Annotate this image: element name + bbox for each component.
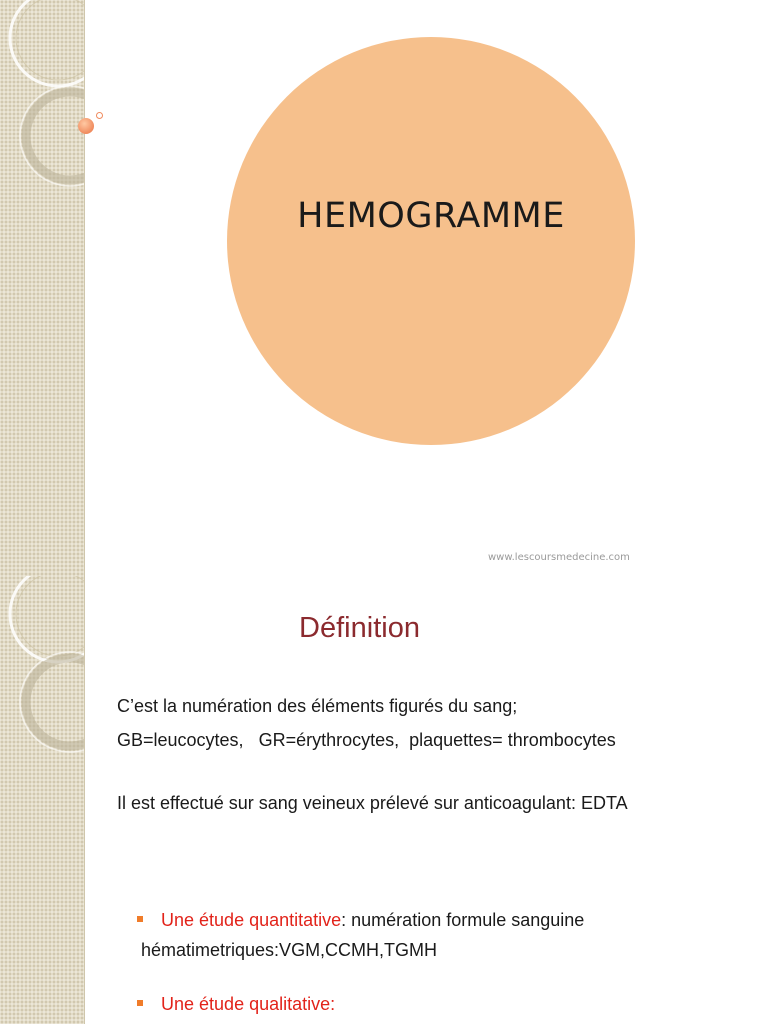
- accent-dot-small: [96, 112, 103, 119]
- title-circle: [227, 37, 635, 445]
- list-item: [117, 973, 335, 1024]
- definition-line: Il est effectué sur sang veineux prélevé sur anticoagulant: EDTA: [117, 793, 628, 813]
- decorative-side-band: [0, 576, 84, 1024]
- decorative-rings: [0, 576, 84, 1024]
- section-heading: [95, 612, 768, 645]
- slide-title: HEMOGRAMME: [297, 196, 565, 236]
- list-item-highlight: Une étude qualitative:: [161, 994, 336, 1014]
- sub-line: hématimetriques:VGM,CCMH,TGMH: [141, 940, 438, 960]
- decorative-side-band: [0, 0, 84, 576]
- band-divider: [84, 576, 85, 1024]
- accent-dot: [78, 118, 94, 134]
- definition-line: C’est la numération des éléments figurés du sang;: [117, 696, 518, 716]
- definition-slide: [0, 576, 768, 1024]
- list-item-highlight: Une étude quantitative: [161, 910, 342, 930]
- decorative-rings: [0, 0, 84, 576]
- definition-line: GB=leucocytes, GR=érythrocytes, plaquettes= thrombocytes: [117, 730, 616, 750]
- section-heading-text: Définition: [299, 612, 420, 644]
- bullet-marker: [137, 1000, 143, 1006]
- band-divider: [84, 0, 85, 576]
- list-item-text: : numération formule sanguine: [341, 910, 585, 930]
- watermark-url: www.lescoursmedecine.com: [488, 552, 630, 563]
- bullet-marker: [137, 916, 143, 922]
